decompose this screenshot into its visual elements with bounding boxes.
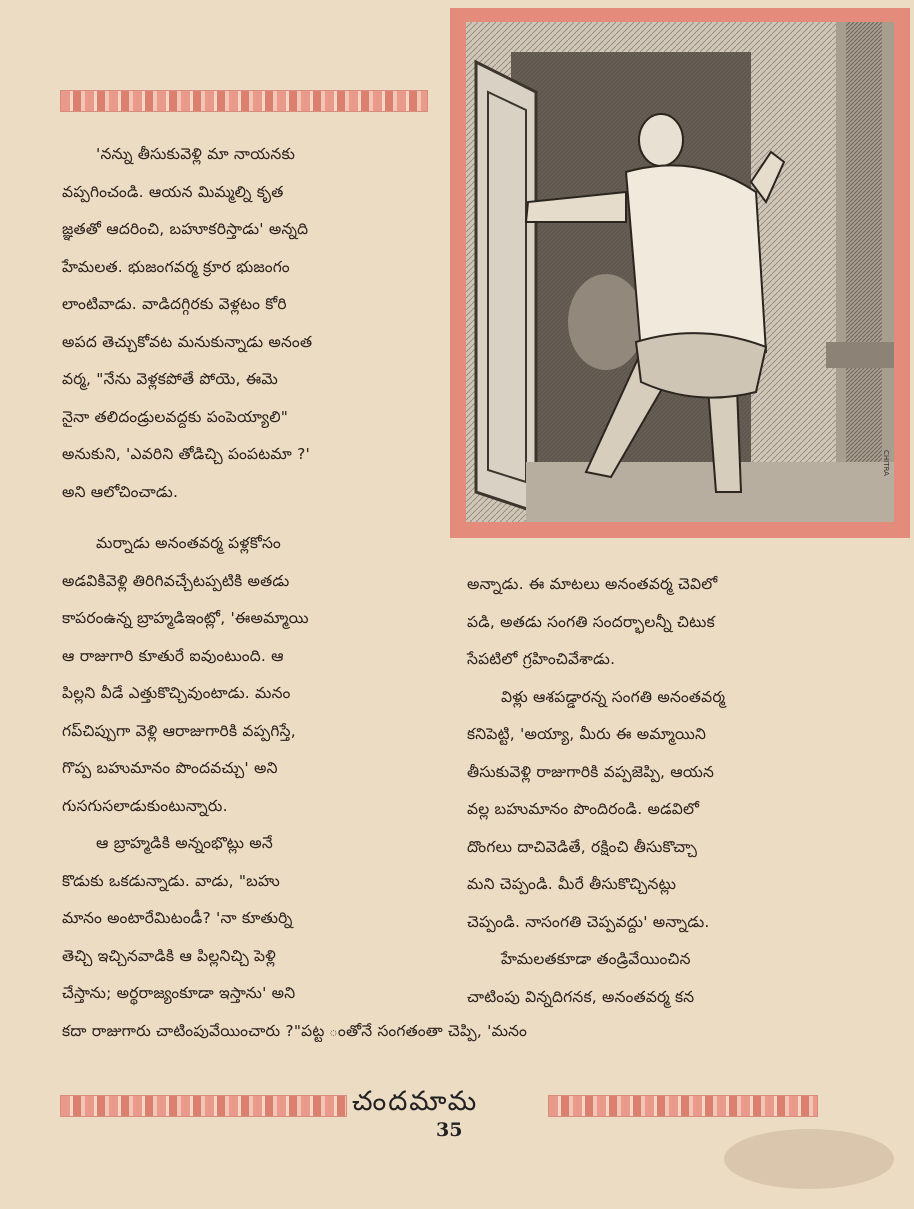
paragraph-line: హేమలత. భుజంగవర్మ క్రూర భుజంగం <box>62 257 290 276</box>
paragraph-line: పడి, అతడు సంగతి సందర్భాలన్నీ చిటుక <box>467 612 715 631</box>
artist-signature: CHITRA <box>882 450 890 476</box>
paragraph-line: ఆ రాజుగారి కూతురే ఐవుంటుంది. ఆ <box>62 646 284 665</box>
paragraph-line: వప్పగించండి. ఆయన మిమ్మల్ని కృత <box>62 182 284 201</box>
paragraph-line: జ్ఞతతో ఆదరించి, బహూకరిస్తాడు' అన్నది <box>62 220 309 238</box>
paragraph-line: తెచ్చి ఇచ్చినవాడికి ఆ పిల్లనిచ్చి పెళ్లి <box>62 946 276 965</box>
paragraph-line: వల్ల బహుమానం పొందిరండి. అడవిలో <box>467 800 700 818</box>
paragraph-line: గుసగుసలాడుకుంటున్నారు. <box>62 796 228 815</box>
paragraph-line: గొప్ప బహుమానం పొందవచ్చు' అని <box>62 759 278 777</box>
text-column-left-bottom <box>62 525 528 1050</box>
decorative-border-footer-right <box>548 1095 818 1117</box>
paragraph-line: కదా రాజుగారు చాటింపువేయించారు ?"పట్ట ంతోనే సంగతంతా చెప్పి, 'మనం <box>62 1021 528 1040</box>
story-illustration <box>450 8 910 538</box>
paragraph-line: పిల్లని వీడే ఎత్తుకొచ్చివుంటాడు. మనం <box>62 684 291 702</box>
paragraph-line: హేమలతకూడా తండ్రివేయించిన <box>501 950 691 968</box>
paragraph-line: చేస్తాను; అర్థరాజ్యంకూడా ఇస్తాను' అని <box>62 984 296 1002</box>
paragraph-line: మర్నాడు అనంతవర్మ పళ్లకోసం <box>96 534 281 552</box>
paragraph-line: చెప్పండి. నాసంగతి చెప్పవద్దు' అన్నాడు. <box>467 912 710 931</box>
paragraph-line: సేపటిలో గ్రహించివేశాడు. <box>467 650 616 668</box>
decorative-border-top <box>60 90 428 112</box>
paragraph-line: నైనా తలిదండ్రులవద్దకు పంపెయ్యాలి" <box>62 407 289 426</box>
page-number: 35 <box>436 1119 463 1141</box>
paragraph-line: అన్నాడు. ఈ మాటలు అనంతవర్మ చెవిలో <box>467 575 718 593</box>
paragraph-line: కాపరంఉన్న బ్రాహ్మడిఇంట్లో, 'ఈఅమ్మాయి <box>62 609 309 627</box>
paragraph-line: అనుకుని, 'ఎవరిని తోడిచ్చి పంపటమా ?' <box>62 445 310 463</box>
paragraph-line: విళ్లు ఆశపడ్డారన్న సంగతి అనంతవర్మ <box>501 687 726 706</box>
paper-smudge <box>724 1129 894 1189</box>
paragraph-line: అడవికివెళ్లి తిరిగివచ్చేటప్పటికి అతడు <box>62 571 290 590</box>
paragraph-line: కొడుకు ఒకడున్నాడు. వాడు, "బహు <box>62 871 280 890</box>
paragraph-line: అపద తెచ్చుకోవట మనుకున్నాడు అనంత <box>62 332 313 351</box>
paragraph-line: ఆ బ్రాహ్మడికి అన్నంభొట్లు అనే <box>96 834 273 852</box>
paragraph-line: మానం అంటారేమిటండీ? 'నా కూతుర్ని <box>62 909 293 927</box>
text-column-right <box>467 566 847 1016</box>
paragraph-line: చాటింపు విన్నదిగనక, అనంతవర్మ కన <box>467 987 695 1006</box>
paragraph-line: దొంగలు దాచివెడితే, రక్షించి తీసుకొచ్చా <box>467 837 698 856</box>
paragraph-line: లాంటివాడు. వాడిదగ్గిరకు వెళ్లటం కోరి <box>62 295 287 313</box>
decorative-border-footer-left <box>60 1095 347 1117</box>
paragraph-line: 'నన్ను తీసుకువెళ్లి మా నాయనకు <box>96 145 296 163</box>
paragraph-line: మని చెప్పండి. మీరే తీసుకొచ్చినట్లు <box>467 875 677 893</box>
man-pushing-door-illustration-icon <box>466 22 894 522</box>
magazine-name: చందమామ <box>352 1086 479 1117</box>
text-column-left-top <box>62 136 442 511</box>
paragraph-line: అని ఆలోచించాడు. <box>62 482 179 501</box>
paragraph-line: వర్మ, "నేను వెళ్లకపోతే పోయె, ఈమె <box>62 370 278 388</box>
paragraph-line: గప్‌చిప్పుగా వెళ్లి ఆరాజుగారికి వప్పగిస్తే, <box>62 721 296 740</box>
paragraph-line: కనిపెట్టి, 'అయ్యా, మీరు ఈ అమ్మాయిని <box>467 725 707 743</box>
paragraph-line: తీసుకువెళ్లి రాజుగారికి వప్పజెప్పి, ఆయన <box>467 762 715 781</box>
